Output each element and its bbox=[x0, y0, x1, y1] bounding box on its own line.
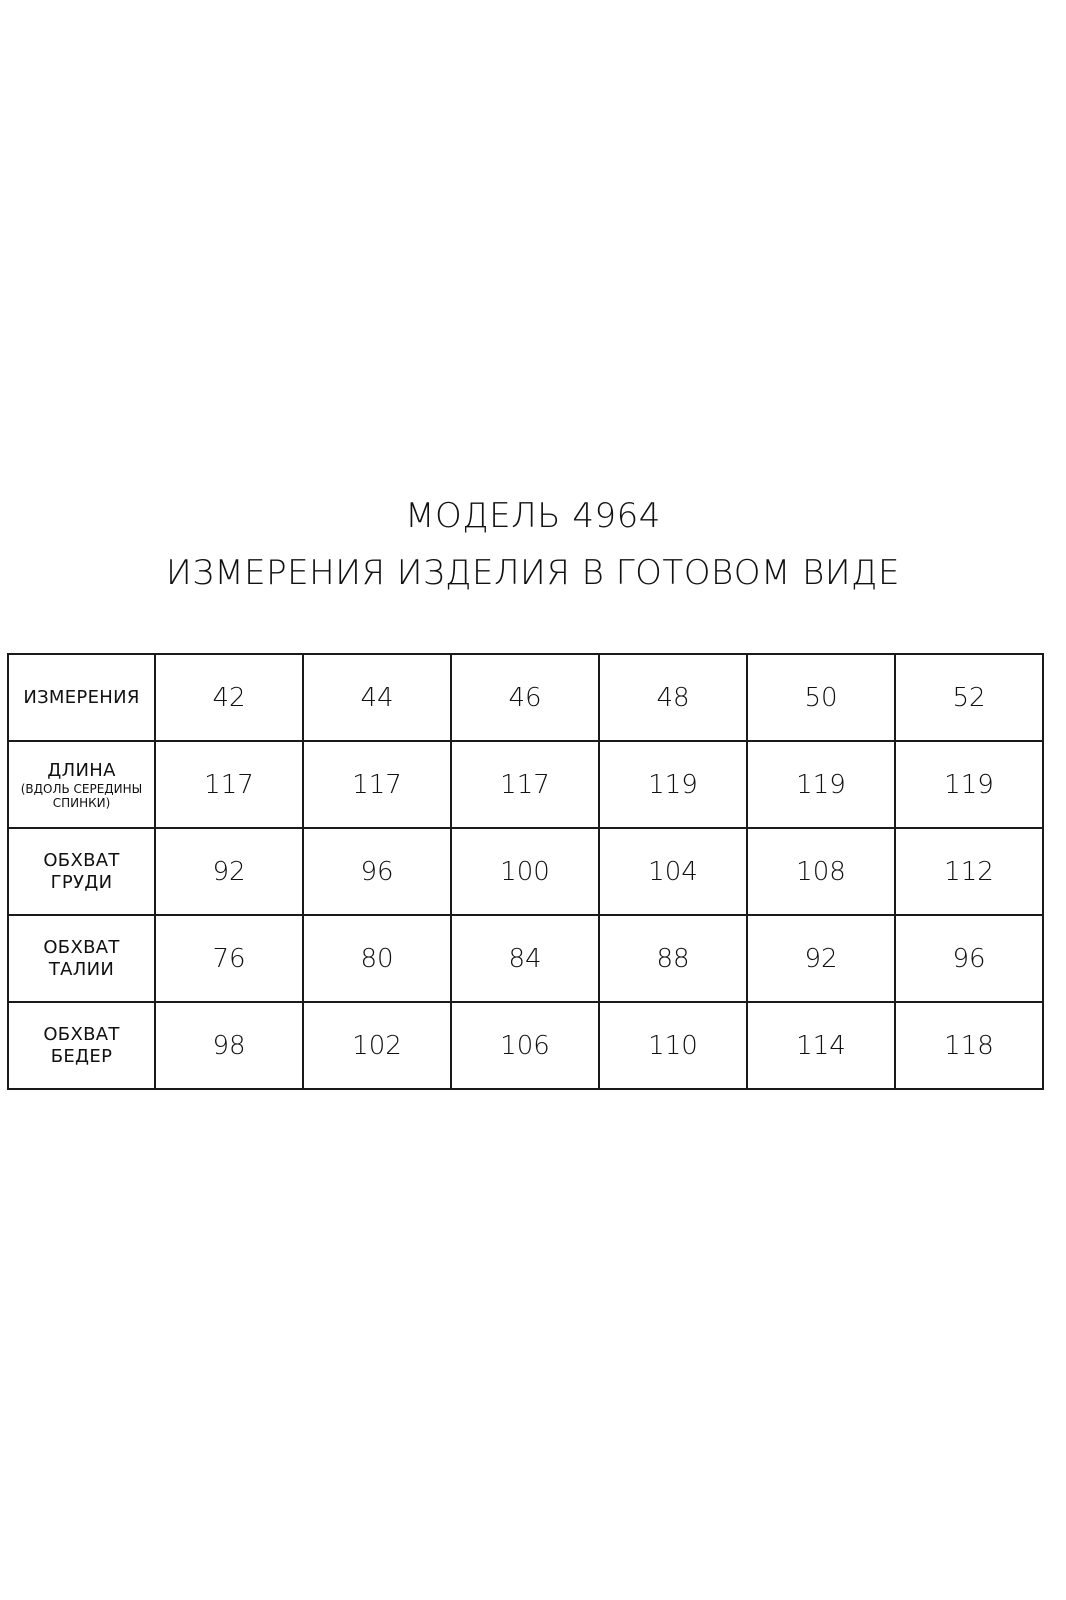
measure-value: 112 bbox=[944, 856, 994, 887]
size-value: 44 bbox=[360, 682, 394, 713]
row-label-cell bbox=[8, 915, 155, 1002]
size-cell bbox=[895, 654, 1043, 741]
row-label-line: ГРУДИ bbox=[50, 871, 113, 893]
measure-value: 92 bbox=[804, 943, 838, 974]
value-cell bbox=[895, 915, 1043, 1002]
measure-value: 119 bbox=[648, 769, 698, 800]
row-label-line: ОБХВАТ bbox=[43, 849, 120, 871]
header-label: ИЗМЕРЕНИЯ bbox=[23, 686, 140, 708]
size-value: 50 bbox=[804, 682, 838, 713]
value-cell bbox=[155, 915, 303, 1002]
value-cell bbox=[747, 828, 895, 915]
size-cell bbox=[451, 654, 599, 741]
value-cell bbox=[451, 741, 599, 828]
value-cell bbox=[155, 741, 303, 828]
measure-value: 110 bbox=[648, 1030, 698, 1061]
table-row bbox=[8, 741, 1043, 828]
measure-value: 102 bbox=[352, 1030, 402, 1061]
value-cell bbox=[747, 1002, 895, 1089]
value-cell bbox=[303, 915, 451, 1002]
row-label-cell bbox=[8, 741, 155, 828]
row-label bbox=[9, 937, 154, 981]
measure-value: 118 bbox=[944, 1030, 994, 1061]
size-value: 46 bbox=[508, 682, 542, 713]
value-cell bbox=[895, 828, 1043, 915]
measure-value: 96 bbox=[952, 943, 986, 974]
size-chart-table bbox=[7, 653, 1044, 1090]
row-label-note: СПИНКИ) bbox=[52, 795, 111, 810]
size-cell bbox=[747, 654, 895, 741]
size-value: 52 bbox=[952, 682, 986, 713]
row-label-line: БЕДЕР bbox=[50, 1045, 113, 1067]
measure-value: 117 bbox=[204, 769, 254, 800]
measure-value: 119 bbox=[796, 769, 846, 800]
value-cell bbox=[451, 1002, 599, 1089]
value-cell bbox=[303, 1002, 451, 1089]
table-row bbox=[8, 915, 1043, 1002]
row-label-cell bbox=[8, 828, 155, 915]
row-label bbox=[9, 1024, 154, 1068]
measure-value: 96 bbox=[360, 856, 394, 887]
measure-value: 84 bbox=[508, 943, 542, 974]
size-cell bbox=[303, 654, 451, 741]
size-value: 48 bbox=[656, 682, 690, 713]
value-cell bbox=[451, 828, 599, 915]
measure-value: 100 bbox=[500, 856, 550, 887]
row-label bbox=[9, 850, 154, 894]
measure-value: 114 bbox=[796, 1030, 846, 1061]
measure-value: 98 bbox=[212, 1030, 246, 1061]
measure-value: 119 bbox=[944, 769, 994, 800]
measurements-subtitle: ИЗМЕРЕНИЯ ИЗДЕЛИЯ В ГОТОВОМ ВИДЕ bbox=[166, 553, 900, 593]
size-value: 42 bbox=[212, 682, 246, 713]
value-cell bbox=[303, 741, 451, 828]
size-cell bbox=[599, 654, 747, 741]
table-row bbox=[8, 1002, 1043, 1089]
value-cell bbox=[599, 828, 747, 915]
measure-value: 117 bbox=[352, 769, 402, 800]
measure-value: 80 bbox=[360, 943, 394, 974]
measure-value: 106 bbox=[500, 1030, 550, 1061]
value-cell bbox=[747, 741, 895, 828]
header-label-cell bbox=[8, 654, 155, 741]
measure-value: 88 bbox=[656, 943, 690, 974]
measure-value: 108 bbox=[796, 856, 846, 887]
value-cell bbox=[155, 828, 303, 915]
value-cell bbox=[451, 915, 599, 1002]
value-cell bbox=[895, 1002, 1043, 1089]
table-row bbox=[8, 828, 1043, 915]
value-cell bbox=[599, 1002, 747, 1089]
measure-value: 104 bbox=[648, 856, 698, 887]
measure-value: 92 bbox=[212, 856, 246, 887]
row-label-line: ТАЛИИ bbox=[48, 958, 115, 980]
row-label-note: (ВДОЛЬ СЕРЕДИНЫ bbox=[20, 781, 143, 796]
value-cell bbox=[747, 915, 895, 1002]
value-cell bbox=[599, 741, 747, 828]
measure-value: 76 bbox=[212, 943, 246, 974]
measure-value: 117 bbox=[500, 769, 550, 800]
row-label bbox=[9, 760, 154, 810]
row-label-line: ОБХВАТ bbox=[43, 936, 120, 958]
value-cell bbox=[303, 828, 451, 915]
value-cell bbox=[895, 741, 1043, 828]
model-title: МОДЕЛЬ 4964 bbox=[405, 496, 661, 536]
row-label-cell bbox=[8, 1002, 155, 1089]
row-label-line: ОБХВАТ bbox=[43, 1023, 120, 1045]
row-label-line: ДЛИНА bbox=[47, 759, 116, 781]
value-cell bbox=[599, 915, 747, 1002]
value-cell bbox=[155, 1002, 303, 1089]
size-cell bbox=[155, 654, 303, 741]
header-row bbox=[8, 654, 1043, 741]
